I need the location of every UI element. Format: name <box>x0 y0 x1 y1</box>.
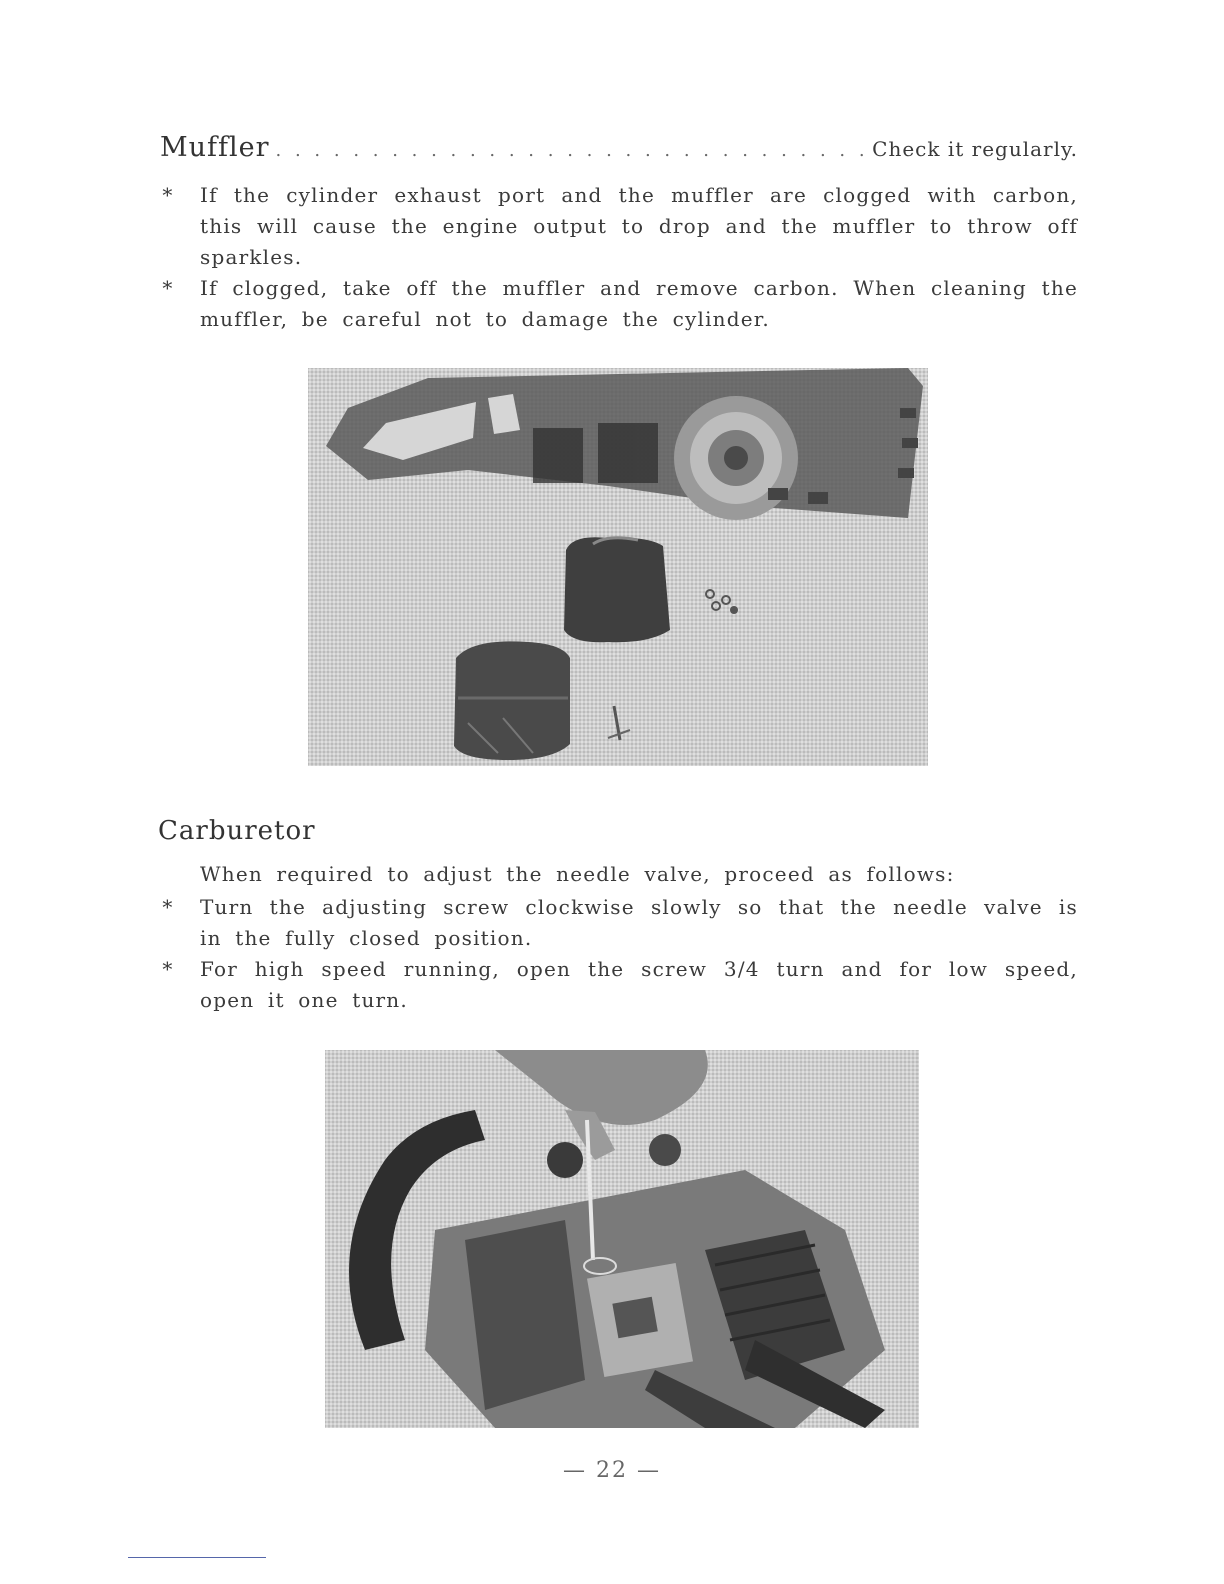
muffler-photo <box>308 368 928 766</box>
carburetor-bullet-2 <box>158 954 1078 1016</box>
bullet-marker: * <box>162 895 174 919</box>
bullet-text: Turn the adjusting screw clockwise slowly so that the needle valve is in the fully closed position. <box>200 895 1078 950</box>
muffler-bullet-2 <box>158 273 1078 335</box>
bullet-marker: * <box>162 183 174 207</box>
muffler-title: Muffler <box>160 132 270 163</box>
carburetor-bullet-list <box>158 892 1078 1016</box>
carburetor-photo <box>325 1050 919 1428</box>
carburetor-bullet-1 <box>158 892 1078 954</box>
bullet-text: For high speed running, open the screw 3/4 turn and for low speed, open it one turn. <box>200 957 1078 1012</box>
dot-leader <box>276 140 871 161</box>
page-number: — 22 — <box>563 1458 661 1483</box>
footnote-rule <box>128 1557 266 1558</box>
bullet-text: If the cylinder exhaust port and the muffler are clogged with carbon, this will cause the engine output to drop and the muffler to throw off sparkles. <box>200 183 1078 269</box>
muffler-illustration <box>308 368 928 766</box>
muffler-note: Check it regularly. <box>872 137 1078 161</box>
muffler-bullet-list <box>158 180 1078 335</box>
carburetor-intro: When required to adjust the needle valve, proceed as follows: <box>200 862 955 886</box>
muffler-bullet-1 <box>158 180 1078 273</box>
bullet-text: If clogged, take off the muffler and remove carbon. When cleaning the muffler, be careful not to damage the cylinder. <box>200 276 1078 331</box>
bullet-marker: * <box>162 957 174 981</box>
carburetor-illustration <box>325 1050 919 1428</box>
carburetor-title: Carburetor <box>158 816 316 846</box>
bullet-marker: * <box>162 276 174 300</box>
muffler-heading <box>160 132 1078 166</box>
